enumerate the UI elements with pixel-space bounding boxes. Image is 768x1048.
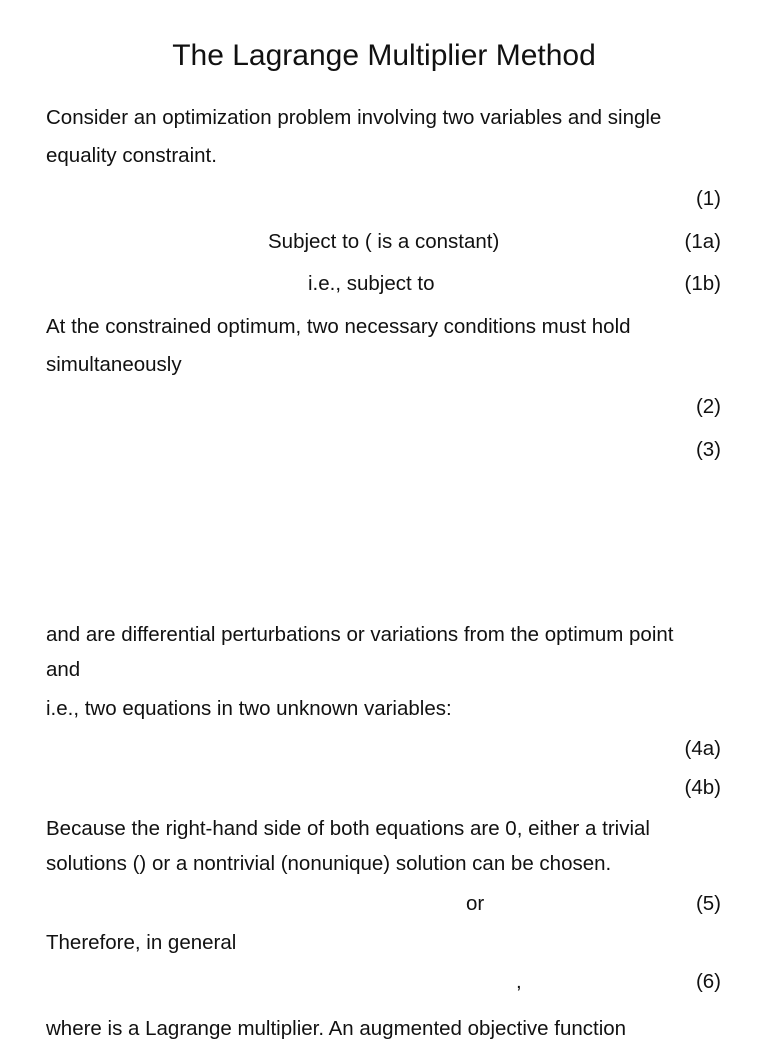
two-equations-paragraph: i.e., two equations in two unknown variables:	[46, 697, 452, 720]
equation-5-connector: or	[466, 892, 485, 915]
intro-paragraph: Consider an optimization problem involving two variables and single equality constraint.	[46, 106, 662, 167]
equation-number-1: (1)	[695, 187, 721, 210]
equation-number-4a: (4a)	[684, 737, 721, 760]
equation-number-1a: (1a)	[684, 230, 721, 253]
therefore-paragraph: Therefore, in general	[46, 931, 237, 954]
equation-number-1b: (1b)	[684, 272, 721, 295]
constraint-restatement: i.e., subject to	[308, 272, 435, 295]
necessary-conditions-paragraph: At the constrained optimum, two necessary conditions must hold simultaneously	[46, 315, 631, 376]
page-title: The Lagrange Multiplier Method	[172, 39, 596, 72]
equation-number-4b: (4b)	[684, 776, 721, 799]
perturbations-paragraph: and are differential perturbations or variations from the optimum point and	[46, 623, 674, 681]
equation-number-2: (2)	[695, 395, 721, 418]
equation-number-6: (6)	[695, 970, 721, 993]
constraint-statement: Subject to ( is a constant)	[268, 230, 500, 253]
trivial-solution-paragraph: Because the right-hand side of both equations are 0, either a trivial solutions () or a nontrivial (nonunique) solution can be chosen.	[46, 817, 650, 875]
lagrange-multiplier-paragraph: where is a Lagrange multiplier. An augmented objective function	[46, 1017, 627, 1040]
equation-6-comma: ,	[516, 970, 522, 993]
equation-number-3: (3)	[695, 438, 721, 461]
equation-number-5: (5)	[695, 892, 721, 915]
